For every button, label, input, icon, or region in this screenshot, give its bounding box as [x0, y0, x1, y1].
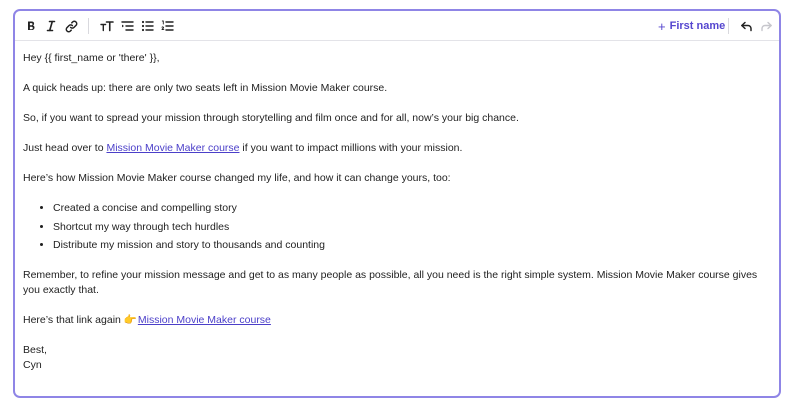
course-link[interactable]: Mission Movie Maker course: [137, 314, 271, 326]
insert-first-name-label: First name: [669, 20, 726, 32]
email-body[interactable]: [23, 51, 771, 388]
link-icon[interactable]: [61, 16, 81, 36]
signature-block: [23, 343, 771, 373]
numbered-list-icon[interactable]: [157, 16, 177, 36]
paragraph: [23, 313, 771, 328]
course-link[interactable]: Mission Movie Maker course: [106, 142, 240, 154]
undo-icon[interactable]: [736, 16, 756, 36]
indent-list-icon[interactable]: [117, 16, 137, 36]
paragraph: A quick heads up: there are only two seats left in Mission Movie Maker course.: [23, 82, 388, 94]
paragraph: So, if you want to spread your mission through storytelling and film once and for all, now’s your big chance.: [23, 112, 519, 124]
toolbar-divider: [88, 18, 89, 34]
paragraph-text: if you want to impact millions with your mission.: [239, 142, 463, 154]
list-item: • Distribute my mission and story to thousands and counting: [53, 238, 771, 253]
redo-icon[interactable]: [756, 16, 776, 36]
signoff-text: Best,: [23, 344, 47, 356]
email-editor: [13, 9, 781, 398]
paragraph-text: Here’s that link again: [23, 314, 124, 326]
text-size-icon[interactable]: [97, 16, 117, 36]
bold-icon[interactable]: [21, 16, 41, 36]
signature-name: Cyn: [23, 359, 42, 371]
paragraph: [23, 141, 771, 156]
bullet-list-icon[interactable]: [137, 16, 157, 36]
list-item: • Shortcut my way through tech hurdles: [53, 220, 771, 235]
editor-toolbar: [15, 11, 779, 41]
plus-icon: +: [658, 18, 666, 34]
pointing-hand-icon: 👉: [123, 314, 137, 326]
insert-first-name-button[interactable]: [658, 17, 725, 35]
greeting-text: Hey {{ first_name or 'there' }},: [23, 52, 160, 64]
paragraph: Remember, to refine your mission message and get to as many people as possible, all you need is the right simple system. Mission Movie Maker course gives you exactly that.: [23, 269, 758, 296]
benefits-list: [23, 201, 771, 253]
toolbar-divider: [728, 18, 729, 34]
italic-icon[interactable]: [41, 16, 61, 36]
paragraph-text: Just head over to: [23, 142, 107, 154]
paragraph: Here’s how Mission Movie Maker course changed my life, and how it can change yours, too:: [23, 172, 451, 184]
list-item: • Created a concise and compelling story: [53, 201, 771, 216]
